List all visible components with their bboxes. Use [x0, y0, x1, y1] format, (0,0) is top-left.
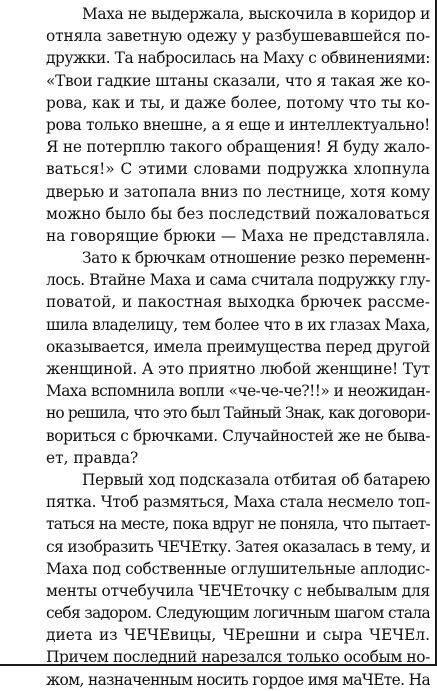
- text-line: на говорящие брюки — Маха не представляла.: [46, 226, 430, 245]
- text-line: Маха вспомнила вопли «че-че-че?!!» и неожидан-: [46, 382, 430, 401]
- text-line: женщиной. А это приятно любой женщине! Тут: [46, 360, 430, 378]
- text-line: Причем последний нарезался только особым но-: [46, 648, 430, 667]
- text-line: жом, назначенным носить гордое имя маЧЕте. На: [46, 670, 430, 689]
- text-line: но решила, что это был Тайный Знак, как договори-: [46, 404, 430, 423]
- paragraph-3: [46, 469, 430, 691]
- text-line: ваться!» С этими словами подружка хлопнула: [46, 160, 430, 179]
- text-line: ся изобразить ЧЕЧЕтку. Затея оказалась в тему, и: [46, 537, 430, 556]
- text-line: лось. Втайне Маха и сама считала подружку глу-: [46, 271, 430, 290]
- text-line: вориться с брючками. Случайностей же не быва-: [46, 426, 430, 445]
- text-line: Маха не выдержала, выскочила в коридор и: [82, 5, 430, 23]
- text-line: оказывается, имела преимущества перед другой: [46, 337, 430, 356]
- text-line: можно было бы без последствий пожаловаться: [46, 204, 430, 223]
- text-line: себя задором. Следующим логичным шагом стала: [46, 604, 430, 623]
- paragraph-1: [46, 3, 430, 247]
- text-line: рова только внешне, а я еще и интеллектуально!: [46, 115, 430, 134]
- text-line: отняла заветную одежу у разбушевавшейся по-: [46, 27, 430, 46]
- text-line: Зато к брючкам отношение резко переменн-: [82, 249, 430, 268]
- text-line: рова, как и ты, и даже более, потому что ты ко-: [46, 93, 430, 112]
- body-text: [46, 3, 430, 691]
- text-line: Я не потерплю такого обращения! Я буду жало-: [46, 138, 430, 157]
- text-line: ет, правда?: [46, 448, 139, 467]
- text-line: таться на месте, пока вдруг не поняла, что пытает-: [46, 515, 430, 534]
- text-line: пятка. Чтоб размяться, Маха стала несмело топ-: [46, 493, 430, 512]
- text-line: диета из ЧЕЧЕвицы, ЧЕрешни и сыра ЧЕЧЕл.: [46, 626, 430, 645]
- text-line: менты отчебучила ЧЕЧЕточку с небывалым для: [46, 581, 430, 600]
- text-line: дверью и затопала вниз по лестнице, хотя кому: [46, 182, 430, 201]
- text-line: «Твои гадкие штаны сказали, что я такая же ко-: [46, 71, 430, 90]
- text-line: поватой, и пакостная выходка брючек рассме-: [46, 293, 430, 312]
- text-line: дружки. Та набросилась на Маху с обвинениями:: [46, 49, 430, 68]
- paragraph-2: [46, 247, 430, 469]
- text-line: шила владелицу, тем более что в их глазах Маха,: [46, 315, 430, 334]
- text-line: Первый ход подсказала отбитая об батарею: [82, 470, 430, 489]
- text-line: Маха под собственные оглушительные аплодис-: [46, 559, 430, 578]
